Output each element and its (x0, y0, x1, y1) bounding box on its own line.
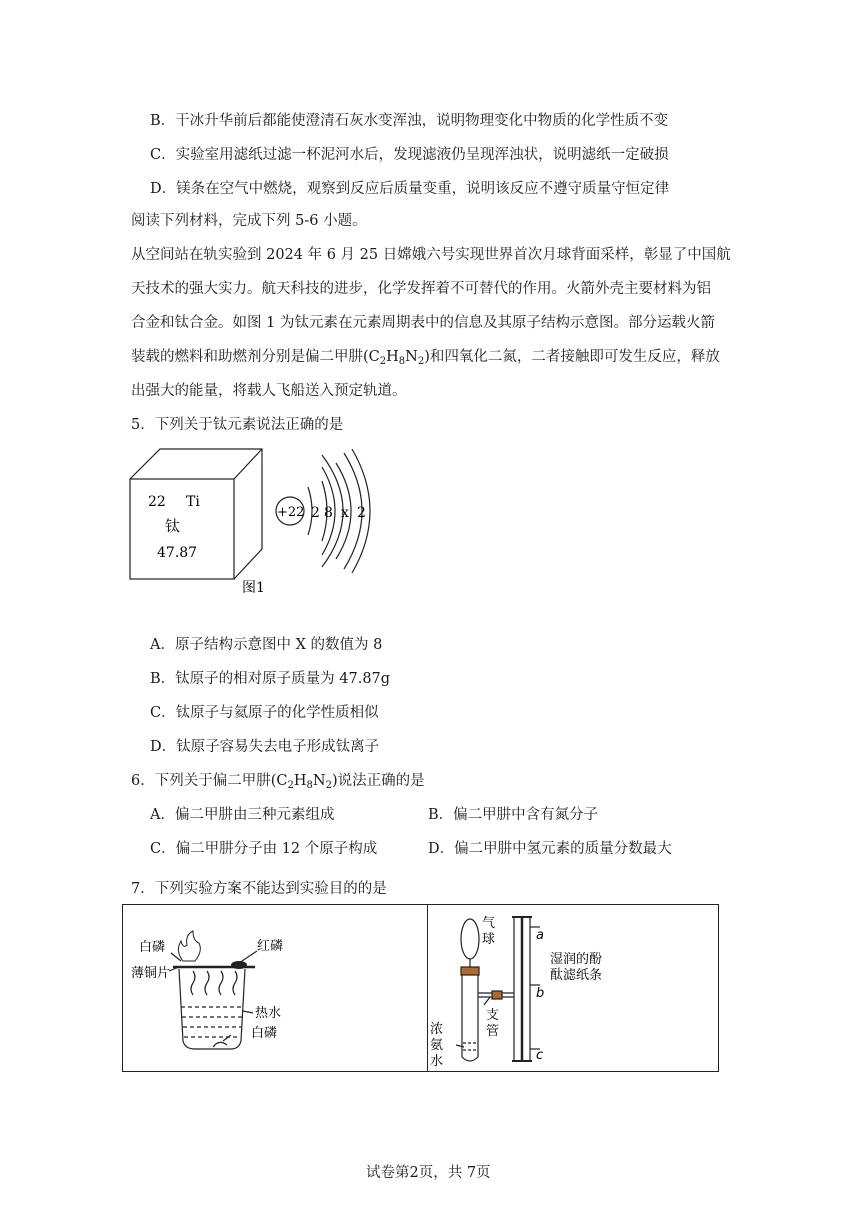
experiment-table (122, 904, 719, 1072)
label-point-a: a (536, 928, 544, 943)
phosphorus-combustion-diagram (123, 905, 427, 1071)
question-6: 6．下列关于偏二甲肼$(C_2H_8N_2)$说法正确的是 (131, 773, 425, 791)
nucleus-charge: +22 (277, 505, 305, 520)
q5-option-a: A．原子结构示意图中 X 的数值为 8 (150, 637, 383, 653)
label-hot-water: 热水 (255, 1006, 282, 1021)
label-copper-sheet: 薄铜片 (131, 966, 171, 981)
q6-option-c: C．偏二甲肼分子由 12 个原子构成 (150, 841, 378, 857)
element-symbol: Ti (186, 494, 200, 510)
q6-option-d: D．偏二甲肼中氢元素的质量分数最大 (428, 841, 672, 857)
option-d-q4: D．镁条在空气中燃烧，观察到反应后质量变重，说明该反应不遵守质量守恒定律 (150, 181, 670, 197)
label-point-c: c (536, 1048, 544, 1063)
q5-option-d: D．钛原子容易失去电子形成钛离子 (150, 739, 380, 755)
page-footer: 试卷第2页，共 7页 (366, 1165, 491, 1181)
figure-caption: 图1 (242, 580, 265, 596)
passage-line-3: 合金和钛合金。如图 1 为钛元素在元素周期表中的信息及其原子结构示意图。部分运载火箭 (131, 315, 715, 331)
red-phosphorus-blob (231, 961, 247, 969)
figure-1-titanium (126, 445, 386, 600)
shell-2: 8 (324, 505, 333, 521)
passage-line-5: 出强大的能量，将载人飞船送入预定轨道。 (131, 383, 407, 399)
label-balloon-1: 气球 (482, 916, 496, 947)
q6-option-b: B．偏二甲肼中含有氮分子 (428, 807, 599, 823)
label-phenolphthalein-paper: 湿润的酚酞滤纸条 (550, 952, 603, 983)
option-c-q4: C．实验室用滤纸过滤一杯泥河水后，发现滤液仍呈现浑浊状，说明滤纸一定破损 (150, 147, 669, 163)
shell-4: 2 (357, 505, 366, 521)
shell-1: 2 (311, 505, 320, 521)
label-point-b: b (536, 986, 545, 1001)
option-b-q4: B．干冰升华前后都能使澄清石灰水变浑浊，说明物理变化中物质的化学性质不变 (150, 113, 669, 129)
element-mass: 47.87 (157, 545, 198, 561)
label-branch-tube: 支管 (486, 1008, 500, 1039)
reading-intro: 阅读下列材料，完成下列 5-6 小题。 (131, 213, 367, 229)
q6-option-a: A．偏二甲肼由三种元素组成 (150, 807, 335, 823)
q5-option-c: C．钛原子与氦原子的化学性质相似 (150, 705, 379, 721)
ammonia-diffusion-diagram (428, 905, 718, 1071)
label-conc-ammonia: 浓氨水 (430, 1022, 444, 1069)
label-white-phosphorus-top: 白磷 (139, 940, 166, 955)
passage-line-2: 天技术的强大实力。航天科技的进步，化学发挥着不可替代的作用。火箭外壳主要材料为铝 (131, 281, 711, 297)
shell-3: x (341, 505, 349, 521)
element-name: 钛 (165, 517, 181, 535)
q5-option-b: B．钛原子的相对原子质量为 47.87g (150, 671, 391, 687)
label-white-phosphorus-bottom: 白磷 (251, 1026, 278, 1041)
element-number: 22 (148, 494, 166, 510)
question-5: 5．下列关于钛元素说法正确的是 (131, 417, 344, 433)
passage-line-1: 从空间站在轨实验到 2024 年 6 月 25 日嫦娥六号实现世界首次月球背面采样，彰显了中国航 (131, 247, 731, 263)
passage-line-4: 装载的燃料和助燃剂分别是偏二甲肼$(C_2H_8N_2)$和四氧化二氮，二者接触即可发生反应，释放 (131, 349, 720, 367)
label-red-phosphorus: 红磷 (257, 939, 284, 954)
question-7: 7．下列实验方案不能达到实验目的的是 (131, 881, 387, 897)
